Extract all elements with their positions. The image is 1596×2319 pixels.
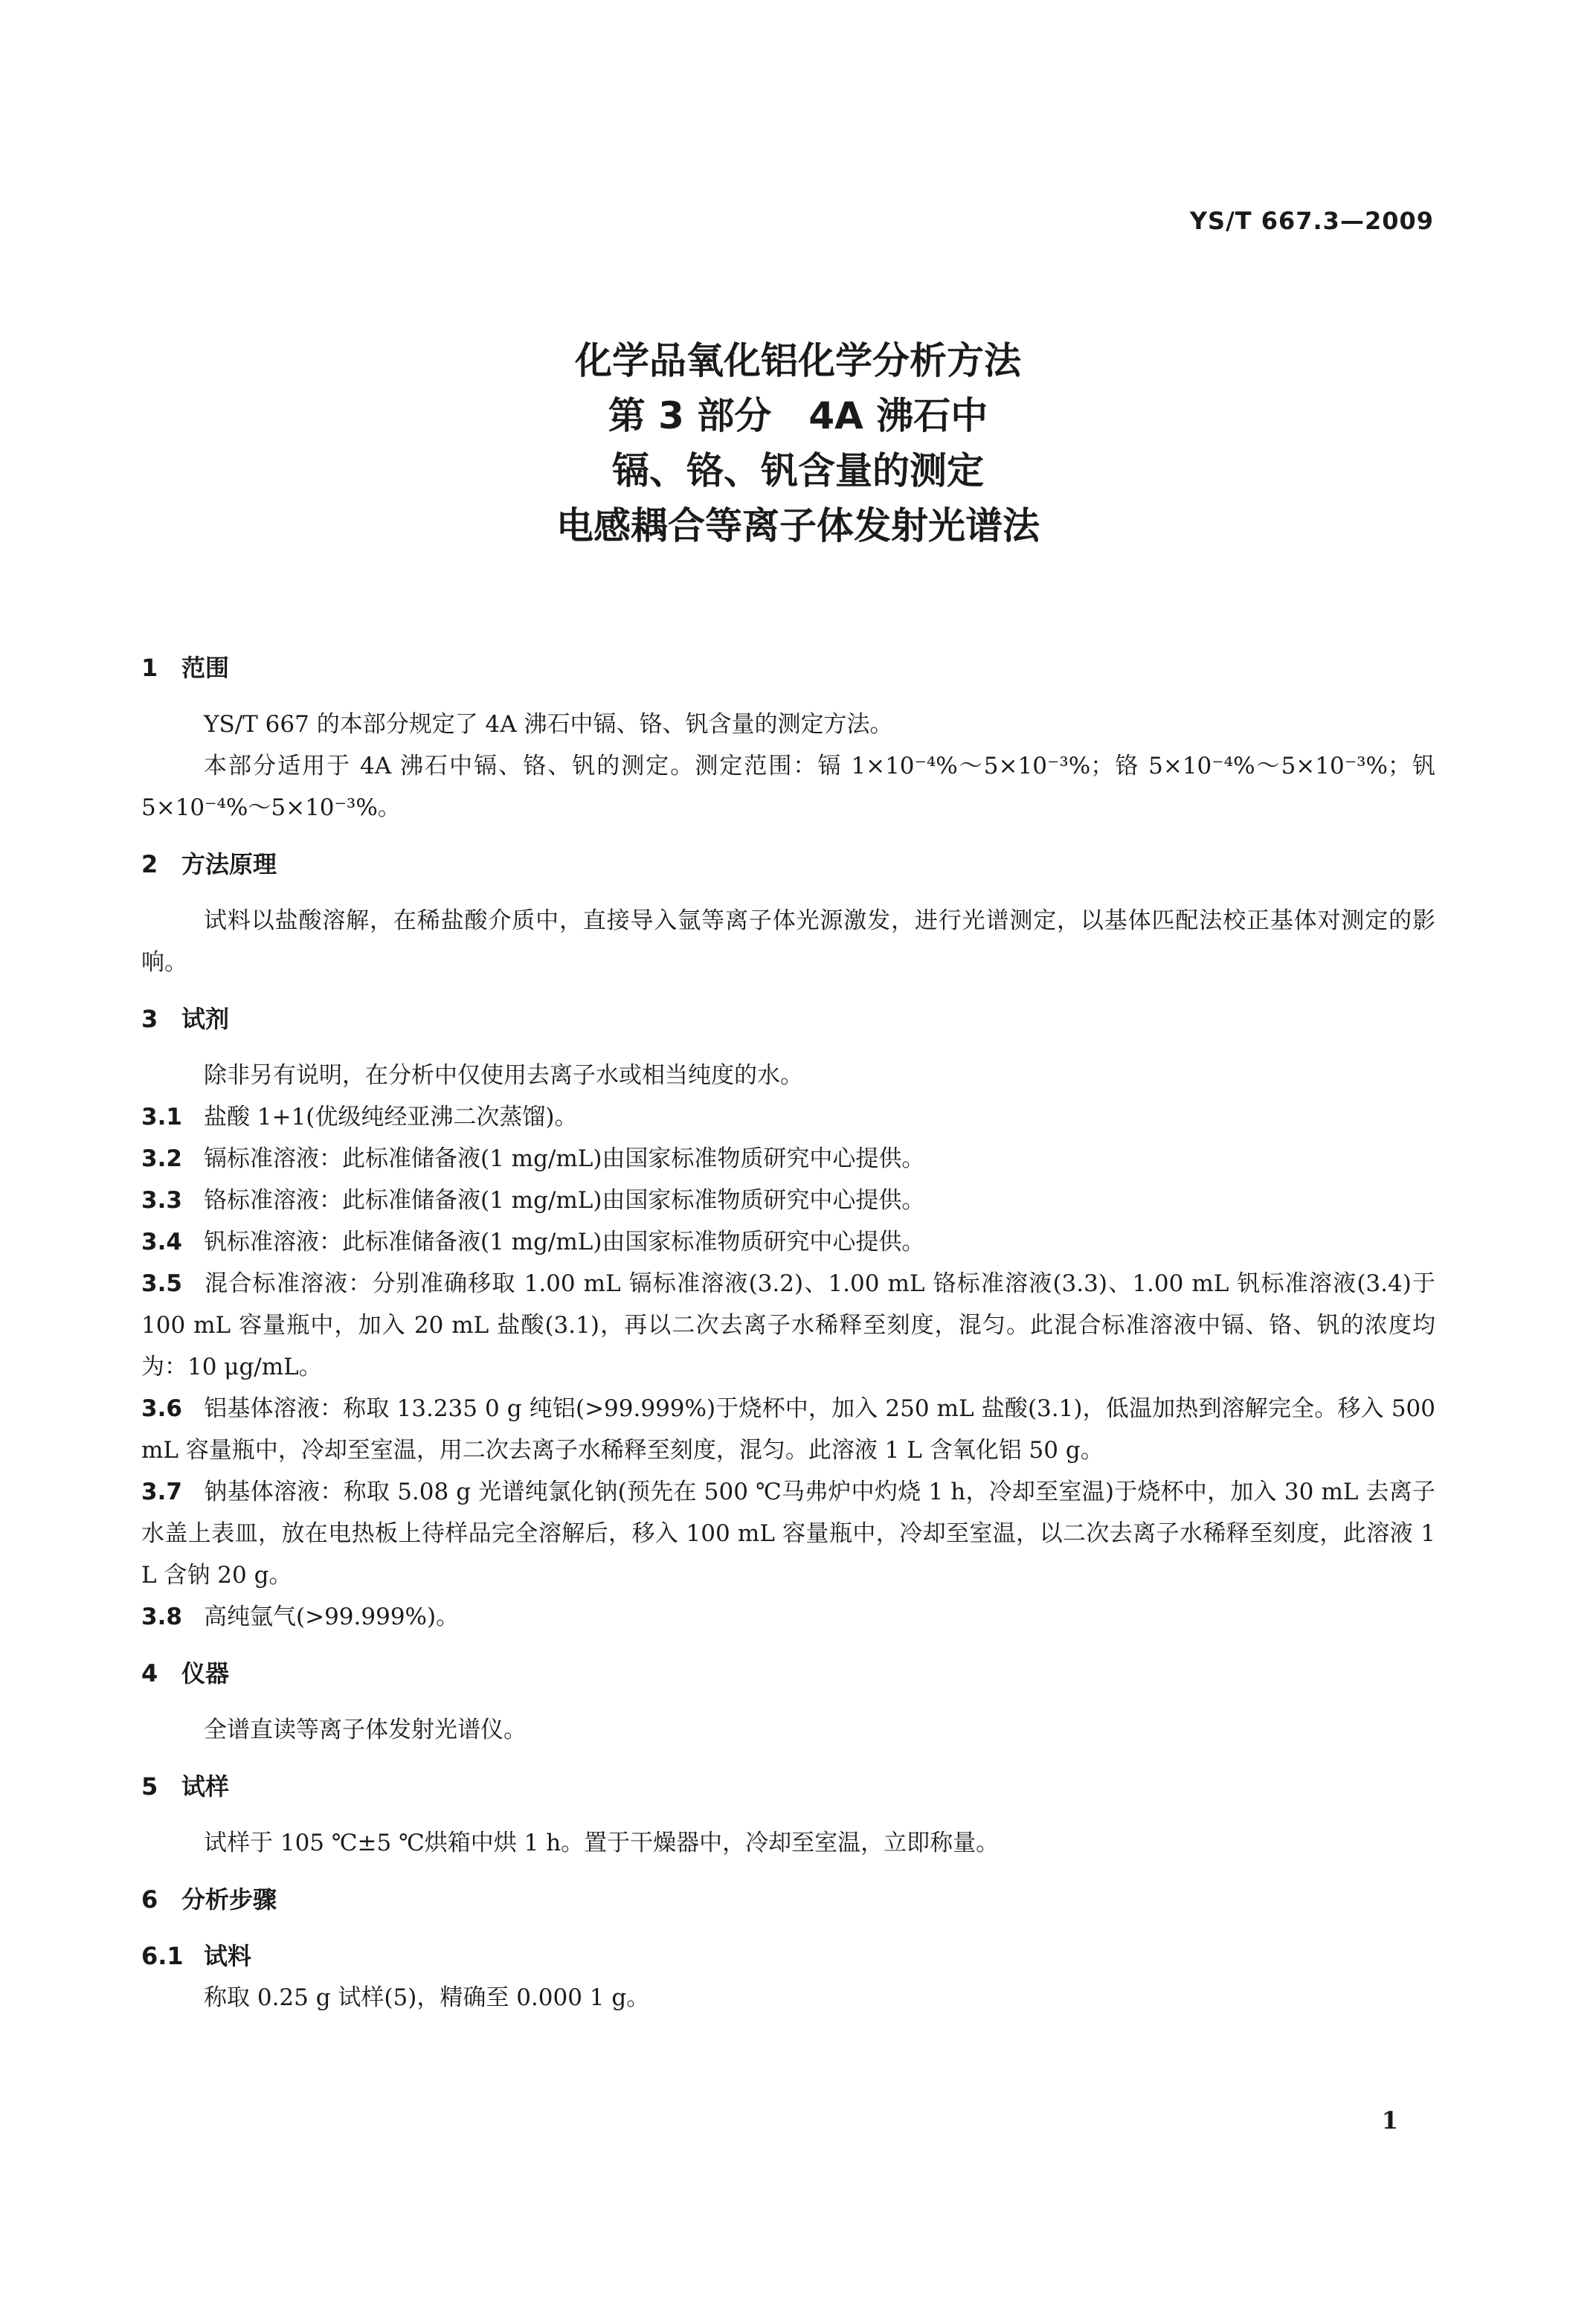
item-text: 钠基体溶液：称取 5.08 g 光谱纯氯化钠(预先在 500 ℃马弗炉中灼烧 1 h，冷却至室温)于烧杯中，加入 30 mL 去离子水盖上表皿，放在电热板上待样品完全溶解后，移入 100 mL 容量瓶中，冷却至室温，以二次去离子水稀释至刻度，此溶液 1 L 含钠 20 g。 bbox=[141, 1479, 1435, 1589]
section-number: 1 bbox=[141, 654, 158, 682]
section-number: 4 bbox=[141, 1659, 158, 1688]
section-number: 5 bbox=[141, 1772, 158, 1801]
paragraph: 试料以盐酸溶解，在稀盐酸介质中，直接导入氩等离子体光源激发，进行光谱测定，以基体匹配法校正基体对测定的影响。 bbox=[141, 907, 1435, 976]
item-number: 3.6 bbox=[141, 1395, 182, 1422]
item-text: 铬标准溶液：此标准储备液(1 mg/mL)由国家标准物质研究中心提供。 bbox=[204, 1187, 925, 1214]
subsection-heading-test-portion bbox=[141, 1935, 1435, 1977]
item-number: 3.7 bbox=[141, 1479, 182, 1505]
section-number: 2 bbox=[141, 850, 158, 878]
item-text: 铝基体溶液：称取 13.235 0 g 纯铝(>99.999%)于烧杯中，加入 250 mL 盐酸(3.1)，低温加热到溶解完全。移入 500 mL 容量瓶中，冷却至室温，用二次去离子水稀释至刻度，混匀。此溶液 1 L 含氧化铝 50 g。 bbox=[141, 1395, 1435, 1464]
item-number: 3.8 bbox=[141, 1604, 182, 1630]
section-number: 3 bbox=[141, 1005, 158, 1033]
paragraph: 称取 0.25 g 试样(5)，精确至 0.000 1 g。 bbox=[204, 1984, 650, 2011]
section-number: 6 bbox=[141, 1885, 158, 1914]
item-number: 3.2 bbox=[141, 1145, 182, 1172]
section-title: 仪器 bbox=[181, 1659, 230, 1688]
item-number: 3.1 bbox=[141, 1104, 182, 1130]
item-text: 混合标准溶液：分别准确移取 1.00 mL 镉标准溶液(3.2)、1.00 mL 铬标准溶液(3.3)、1.00 mL 钒标准溶液(3.4)于 100 mL 容量瓶中，加入 20 mL 盐酸(3.1)，再以二次去离子水稀释至刻度，混匀。此混合标准溶液中镉、铬、钒的浓度均为：10 μg/mL。 bbox=[141, 1270, 1435, 1380]
list-item bbox=[141, 1596, 1435, 1638]
paragraph: 除非另有说明，在分析中仅使用去离子水或相当纯度的水。 bbox=[204, 1062, 803, 1089]
section-title: 方法原理 bbox=[181, 850, 277, 878]
paragraph: 本部分适用于 4A 沸石中镉、铬、钒的测定。测定范围：镉 1×10⁻⁴%～5×10⁻³%；铬 5×10⁻⁴%～5×10⁻³%；钒 5×10⁻⁴%～5×10⁻³%。 bbox=[141, 753, 1435, 821]
document-body bbox=[141, 647, 1435, 2019]
item-text: 镉标准溶液：此标准储备液(1 mg/mL)由国家标准物质研究中心提供。 bbox=[204, 1145, 925, 1172]
title-line-2: 第 3 部分 4A 沸石中 bbox=[608, 394, 988, 437]
page-number: 1 bbox=[1381, 2106, 1398, 2135]
list-item bbox=[141, 1471, 1435, 1596]
list-item bbox=[141, 1096, 1435, 1138]
list-item bbox=[141, 1263, 1435, 1388]
paragraph: YS/T 667 的本部分规定了 4A 沸石中镉、铬、钒含量的测定方法。 bbox=[204, 711, 893, 738]
standard-code: YS/T 667.3—2009 bbox=[1189, 207, 1434, 235]
list-item bbox=[141, 1138, 1435, 1180]
paragraph: 试样于 105 ℃±5 ℃烘箱中烘 1 h。置于干燥器中，冷却至室温，立即称量。 bbox=[204, 1830, 1000, 1856]
subsection-title: 试料 bbox=[204, 1942, 252, 1970]
title-line-3: 镉、铬、钒含量的测定 bbox=[612, 449, 984, 492]
document-title bbox=[0, 333, 1596, 553]
section-heading-sample bbox=[141, 1766, 1435, 1807]
section-heading-principle bbox=[141, 843, 1435, 885]
list-item bbox=[141, 1221, 1435, 1263]
section-title: 分析步骤 bbox=[181, 1885, 277, 1914]
section-title: 试剂 bbox=[181, 1005, 230, 1033]
list-item bbox=[141, 1388, 1435, 1471]
section-heading-apparatus bbox=[141, 1653, 1435, 1694]
list-item bbox=[141, 1180, 1435, 1221]
item-text: 盐酸 1+1(优级纯经亚沸二次蒸馏)。 bbox=[204, 1104, 578, 1130]
item-text: 高纯氩气(>99.999%)。 bbox=[204, 1604, 460, 1630]
item-number: 3.4 bbox=[141, 1229, 182, 1255]
section-heading-reagents bbox=[141, 998, 1435, 1040]
subsection-number: 6.1 bbox=[141, 1942, 184, 1970]
title-line-4: 电感耦合等离子体发射光谱法 bbox=[556, 504, 1040, 547]
section-title: 试样 bbox=[181, 1772, 230, 1801]
section-heading-procedure bbox=[141, 1879, 1435, 1920]
paragraph: 全谱直读等离子体发射光谱仪。 bbox=[204, 1717, 527, 1743]
item-number: 3.5 bbox=[141, 1270, 182, 1297]
item-text: 钒标准溶液：此标准储备液(1 mg/mL)由国家标准物质研究中心提供。 bbox=[204, 1229, 925, 1255]
title-line-1: 化学品氧化铝化学分析方法 bbox=[575, 339, 1021, 382]
item-number: 3.3 bbox=[141, 1187, 182, 1214]
section-heading-scope bbox=[141, 647, 1435, 689]
section-title: 范围 bbox=[181, 654, 230, 682]
